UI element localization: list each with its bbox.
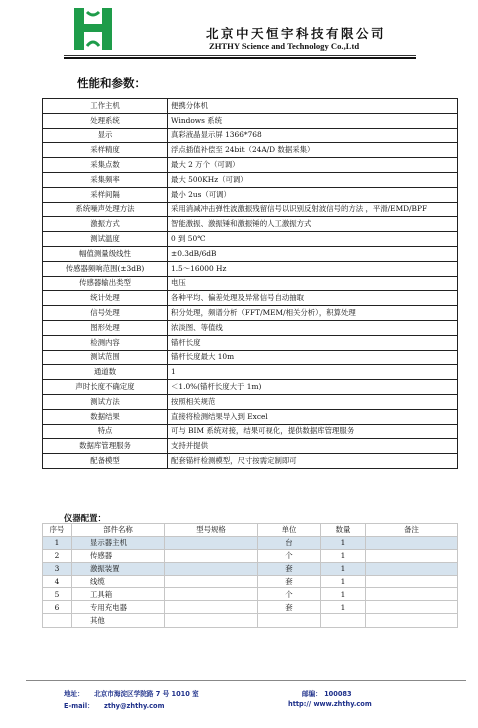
param-key: 显示 bbox=[43, 128, 168, 143]
config-row bbox=[43, 575, 458, 588]
config-cell bbox=[165, 588, 258, 601]
config-row bbox=[43, 562, 458, 575]
param-value: 浓淡图、等值线 bbox=[168, 320, 458, 335]
config-cell: 个 bbox=[258, 588, 321, 601]
param-row bbox=[43, 261, 458, 276]
config-cell: 1 bbox=[321, 575, 366, 588]
param-key: 采样间隔 bbox=[43, 187, 168, 202]
header-divider bbox=[64, 55, 416, 56]
header-cell: 数量 bbox=[321, 524, 366, 537]
param-value: 最大 500KHz（可调） bbox=[168, 172, 458, 187]
param-row bbox=[43, 202, 458, 217]
param-row bbox=[43, 158, 458, 173]
param-key: 检测内容 bbox=[43, 335, 168, 350]
param-key: 系统噪声处理方法 bbox=[43, 202, 168, 217]
footer-address bbox=[64, 688, 199, 698]
config-cell: 显示器主机 bbox=[72, 536, 165, 549]
param-row bbox=[43, 172, 458, 187]
config-cell: 套 bbox=[258, 575, 321, 588]
param-value: 可与 BIM 系统对接，结果可视化，提供数据库管理服务 bbox=[168, 424, 458, 439]
param-key: 传感器输出类型 bbox=[43, 276, 168, 291]
config-cell bbox=[366, 588, 458, 601]
config-cell: 1 bbox=[321, 588, 366, 601]
param-row bbox=[43, 365, 458, 380]
param-value: 1.5～16000 Hz bbox=[168, 261, 458, 276]
config-row bbox=[43, 588, 458, 601]
website-link[interactable]: http:// www.zhthy.com bbox=[288, 700, 372, 708]
param-value: ±0.3dB/6dB bbox=[168, 246, 458, 261]
param-value: 1 bbox=[168, 365, 458, 380]
param-key: 采集频率 bbox=[43, 172, 168, 187]
config-cell: 线缆 bbox=[72, 575, 165, 588]
param-key: 数据结果 bbox=[43, 409, 168, 424]
param-row bbox=[43, 143, 458, 158]
section-title: 性能和参数： bbox=[77, 76, 146, 90]
config-cell bbox=[366, 549, 458, 562]
config-cell: 专用充电器 bbox=[72, 601, 165, 614]
config-cell: 2 bbox=[43, 549, 72, 562]
param-row bbox=[43, 276, 458, 291]
param-key: 数据库管理服务 bbox=[43, 439, 168, 454]
config-cell: 套 bbox=[258, 562, 321, 575]
param-row bbox=[43, 439, 458, 454]
footer-website[interactable] bbox=[288, 700, 372, 708]
config-cell: 1 bbox=[43, 536, 72, 549]
param-value: 锚杆长度 bbox=[168, 335, 458, 350]
config-cell: 套 bbox=[258, 601, 321, 614]
param-key: 工作主机 bbox=[43, 99, 168, 114]
param-key: 测试范围 bbox=[43, 350, 168, 365]
param-row bbox=[43, 128, 458, 143]
param-key: 配备模型 bbox=[43, 454, 168, 469]
param-value: 0 到 50℃ bbox=[168, 232, 458, 247]
header-cell: 单位 bbox=[258, 524, 321, 537]
config-cell: 4 bbox=[43, 575, 72, 588]
param-row bbox=[43, 232, 458, 247]
config-cell bbox=[321, 614, 366, 628]
company-name-cn: 北京中天恒宇科技有限公司 bbox=[206, 26, 387, 41]
config-cell bbox=[165, 614, 258, 628]
config-cell bbox=[165, 549, 258, 562]
config-cell bbox=[165, 562, 258, 575]
param-value: 各种平均、偏差处理及异常信号自动抽取 bbox=[168, 291, 458, 306]
param-value: 支持并提供 bbox=[168, 439, 458, 454]
param-row bbox=[43, 394, 458, 409]
param-row bbox=[43, 306, 458, 321]
header-divider-thick bbox=[64, 57, 416, 59]
footer-email bbox=[64, 700, 164, 710]
config-cell: 1 bbox=[321, 562, 366, 575]
param-key: 测试方法 bbox=[43, 394, 168, 409]
param-row bbox=[43, 380, 458, 395]
header-cell: 序号 bbox=[43, 524, 72, 537]
param-key: 统计处理 bbox=[43, 291, 168, 306]
footer-postcode bbox=[302, 688, 352, 698]
param-key: 采样精度 bbox=[43, 143, 168, 158]
postcode-label: 邮编： bbox=[302, 690, 322, 698]
config-cell: 6 bbox=[43, 601, 72, 614]
config-cell bbox=[258, 614, 321, 628]
config-title: 仪器配置： bbox=[64, 513, 106, 523]
config-cell: 1 bbox=[321, 601, 366, 614]
param-key: 图形处理 bbox=[43, 320, 168, 335]
param-key: 测试温度 bbox=[43, 232, 168, 247]
param-value: 采用消减冲击弹性波激振残留信号以识别反射波信号的方法 ，平滑/EMD/BPF bbox=[168, 202, 458, 217]
config-row bbox=[43, 614, 458, 628]
email-label: E-mail： bbox=[64, 702, 94, 710]
param-value: 按照相关规范 bbox=[168, 394, 458, 409]
header-cell: 部件名称 bbox=[72, 524, 165, 537]
company-logo bbox=[68, 6, 118, 52]
param-key: 信号处理 bbox=[43, 306, 168, 321]
param-row bbox=[43, 187, 458, 202]
param-key: 声时长度不确定度 bbox=[43, 380, 168, 395]
param-row bbox=[43, 350, 458, 365]
param-key: 幅值测量级线性 bbox=[43, 246, 168, 261]
config-row bbox=[43, 549, 458, 562]
config-cell bbox=[165, 536, 258, 549]
params-table bbox=[42, 98, 458, 469]
param-row bbox=[43, 217, 458, 232]
config-row bbox=[43, 536, 458, 549]
postcode-text: 100083 bbox=[324, 690, 352, 698]
param-row bbox=[43, 291, 458, 306]
config-cell bbox=[366, 601, 458, 614]
param-value: 直接将检测结果导入到 Excel bbox=[168, 409, 458, 424]
config-header-row bbox=[43, 524, 458, 537]
footer-divider bbox=[26, 680, 466, 681]
config-row bbox=[43, 601, 458, 614]
header-cell: 备注 bbox=[366, 524, 458, 537]
param-value: 便携分体机 bbox=[168, 99, 458, 114]
config-cell: 1 bbox=[321, 536, 366, 549]
config-cell: 工具箱 bbox=[72, 588, 165, 601]
param-value: Windows 系统 bbox=[168, 113, 458, 128]
param-row bbox=[43, 99, 458, 114]
config-cell bbox=[366, 536, 458, 549]
param-row bbox=[43, 113, 458, 128]
param-value: 浮点插值补偿至 24bit（24A/D 数据采集） bbox=[168, 143, 458, 158]
param-row bbox=[43, 335, 458, 350]
param-value: 智能激振、激振锤和激振锤的人工激振方式 bbox=[168, 217, 458, 232]
header-cell: 型号规格 bbox=[165, 524, 258, 537]
param-row bbox=[43, 409, 458, 424]
config-cell: 其他 bbox=[72, 614, 165, 628]
config-cell: 传感器 bbox=[72, 549, 165, 562]
param-value: 锚杆长度最大 10m bbox=[168, 350, 458, 365]
param-key: 通道数 bbox=[43, 365, 168, 380]
param-value: 电压 bbox=[168, 276, 458, 291]
param-row bbox=[43, 320, 458, 335]
config-cell: 5 bbox=[43, 588, 72, 601]
param-row bbox=[43, 246, 458, 261]
config-cell bbox=[366, 575, 458, 588]
param-row bbox=[43, 424, 458, 439]
param-value: ＜1.0%(锚杆长度大于 1m) bbox=[168, 380, 458, 395]
config-cell: 1 bbox=[321, 549, 366, 562]
param-key: 传感器频响范围(±3dB) bbox=[43, 261, 168, 276]
param-value: 真彩液晶显示屏 1366*768 bbox=[168, 128, 458, 143]
email-link[interactable]: zthy@zhthy.com bbox=[103, 702, 165, 710]
config-cell: 3 bbox=[43, 562, 72, 575]
param-value: 配套锚杆检测模型，尺寸按需定制即可 bbox=[168, 454, 458, 469]
config-table bbox=[42, 523, 458, 628]
company-name-en: ZHTHY Science and Technology Co.,Ltd bbox=[209, 41, 360, 51]
config-cell: 个 bbox=[258, 549, 321, 562]
param-row bbox=[43, 454, 458, 469]
param-value: 最大 2 万个（可调） bbox=[168, 158, 458, 173]
config-cell bbox=[366, 614, 458, 628]
param-key: 采集点数 bbox=[43, 158, 168, 173]
param-value: 积分处理，频谱分析（FFT/MEM/相关分析），积算处理 bbox=[168, 306, 458, 321]
address-label: 地址： bbox=[64, 690, 84, 698]
param-key: 处理系统 bbox=[43, 113, 168, 128]
config-cell: 台 bbox=[258, 536, 321, 549]
param-value: 最小 2us（可调） bbox=[168, 187, 458, 202]
config-cell bbox=[165, 575, 258, 588]
config-cell bbox=[366, 562, 458, 575]
address-text: 北京市海淀区学院路 7 号 1010 室 bbox=[94, 690, 199, 698]
param-key: 特点 bbox=[43, 424, 168, 439]
config-cell: 激振装置 bbox=[72, 562, 165, 575]
param-key: 激振方式 bbox=[43, 217, 168, 232]
config-cell bbox=[165, 601, 258, 614]
config-cell bbox=[43, 614, 72, 628]
